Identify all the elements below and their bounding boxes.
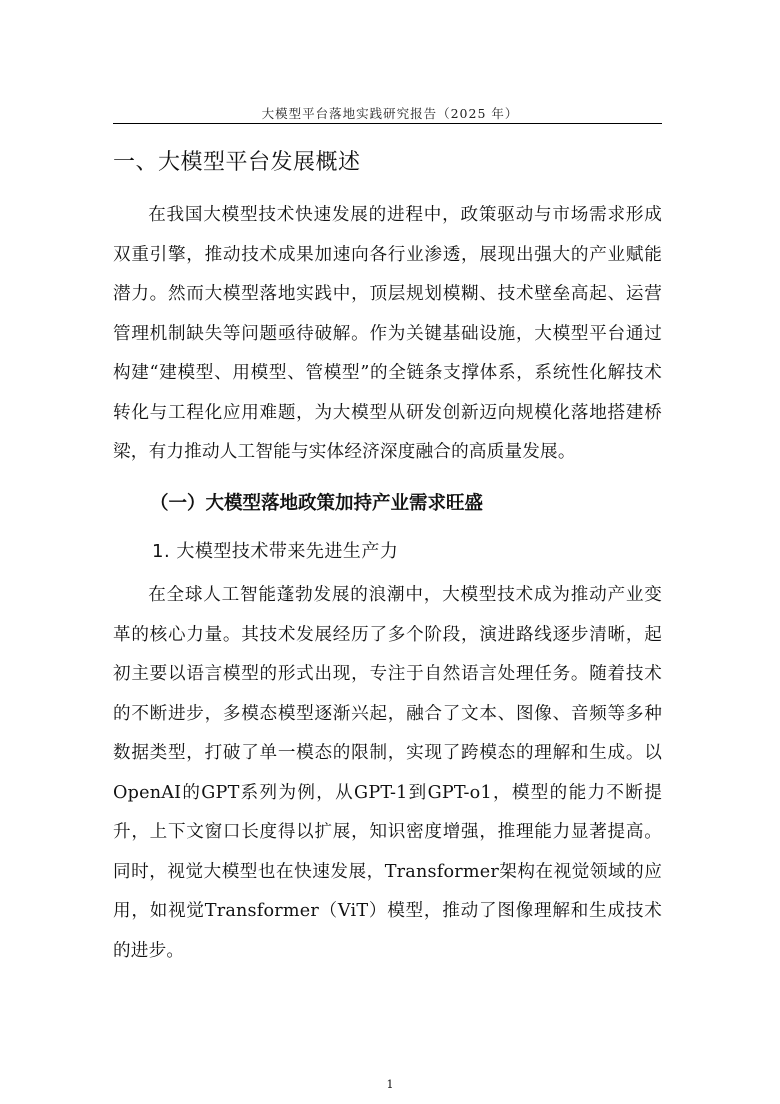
page-number: 1	[386, 1078, 394, 1091]
running-header: 大模型平台落地实践研究报告（2025 年）	[261, 106, 519, 121]
header-divider	[113, 123, 662, 124]
subsection-heading: （一）大模型落地政策加持产业需求旺盛	[150, 493, 484, 514]
body-paragraph: 在全球人工智能蓬勃发展的浪潮中，大模型技术成为推动产业变革的核心力量。其技术发展经历了多个阶段，演进路线逐步清晰，起初主要以语言模型的形式出现，专注于自然语言处理任务。随着技术的不断进步，多模态模型逐渐兴起，融合了文本、图像、音频等多种数据类型，打破了单一模态的限制，实现了跨模态的理解和生成。以OpenAI的GPT系列为例，从GPT-1到GPT-o1，模型的能力不断提升，上下文窗口长度得以扩展，知识密度增强，推理能力显著提高。同时，视觉大模型也在快速发展，Transformer架构在视觉领域的应用，如视觉Transformer（ViT）模型，推动了图像理解和生成技术的进步。	[113, 585, 662, 961]
item-heading: 1. 大模型技术带来先进生产力	[152, 541, 399, 562]
section-heading: 一、大模型平台发展概述	[113, 150, 361, 175]
intro-paragraph: 在我国大模型技术快速发展的进程中，政策驱动与市场需求形成双重引擎，推动技术成果加速向各行业渗透，展现出强大的产业赋能潜力。然而大模型落地实践中，顶层规划模糊、技术壁垒高起、运营管理机制缺失等问题亟待破解。作为关键基础设施，大模型平台通过构建“建模型、用模型、管模型”的全链条支撑体系，系统性化解技术转化与工程化应用难题，为大模型从研发创新迈向规模化落地搭建桥梁，有力推动人工智能与实体经济深度融合的高质量发展。	[113, 205, 662, 462]
